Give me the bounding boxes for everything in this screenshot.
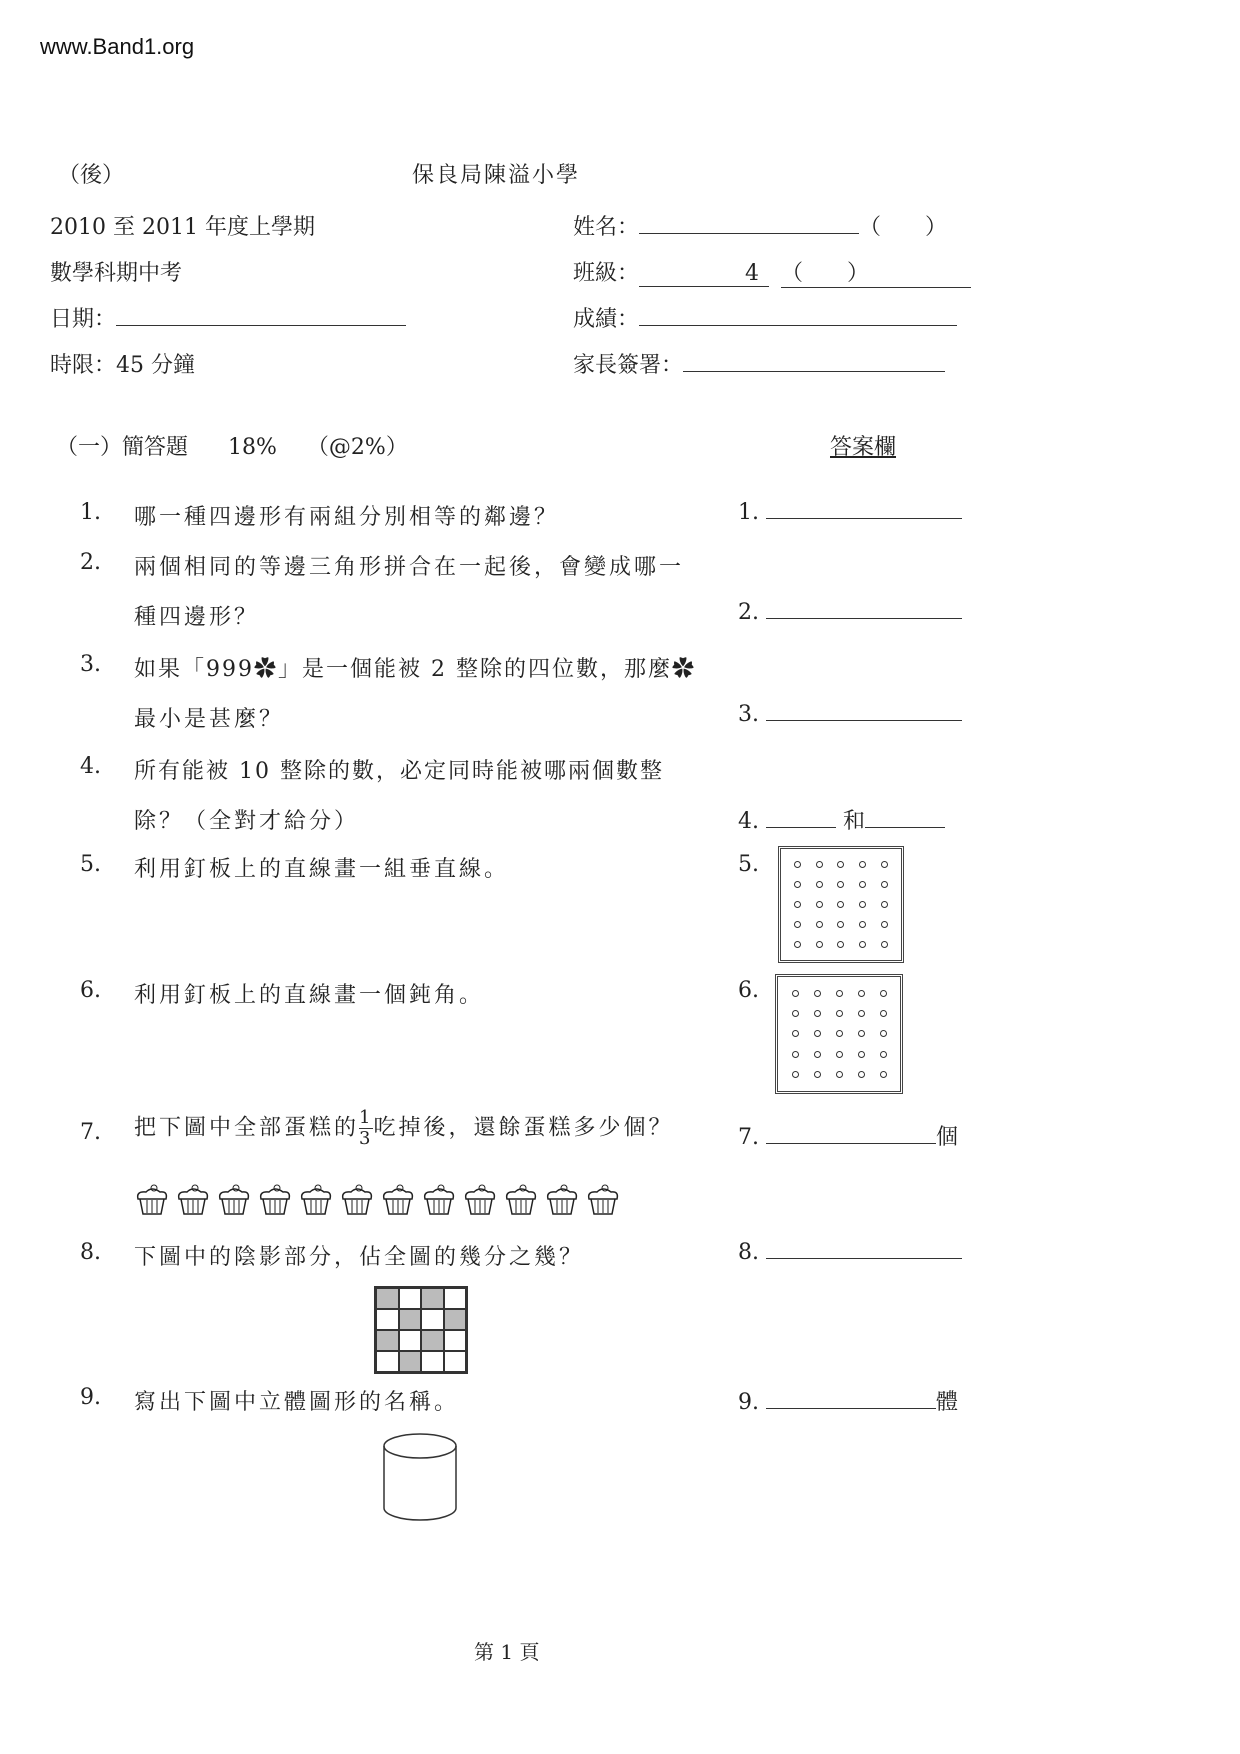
peg-dot[interactable] <box>859 861 866 868</box>
peg-dot[interactable] <box>880 990 887 997</box>
cupcake-icon <box>216 1183 252 1217</box>
peg-dot[interactable] <box>792 1010 799 1017</box>
grid-cell <box>376 1309 399 1330</box>
peg-dot[interactable] <box>792 1051 799 1058</box>
score-label: 成績： <box>573 307 640 332</box>
grid-cell <box>444 1351 467 1372</box>
grid-cell <box>399 1288 422 1309</box>
fraction <box>359 1108 373 1149</box>
class-paren: （ ） <box>781 256 971 288</box>
grid-cell <box>399 1330 422 1351</box>
answer-number: 9. <box>738 1390 759 1415</box>
section-title: （一）簡答題 <box>56 435 189 460</box>
cupcake-icon <box>380 1183 416 1217</box>
geoboard-6[interactable] <box>775 974 903 1094</box>
cylinder-figure <box>380 1432 460 1524</box>
answer-3[interactable] <box>738 702 962 727</box>
answer-4[interactable] <box>738 804 945 835</box>
answer-number: 6. <box>738 978 759 1003</box>
term: 2010 至 2011 年度上學期 <box>50 215 315 240</box>
cupcake-icon <box>339 1183 375 1217</box>
name-field <box>573 210 947 241</box>
numerator: 1 <box>359 1107 374 1128</box>
peg-dot[interactable] <box>792 1071 799 1078</box>
cupcake-icon <box>585 1183 621 1217</box>
time-limit: 時限：45 分鐘 <box>50 353 195 378</box>
question-text: 兩個相同的等邊三角形拼合在一起後，會變成哪一 <box>134 555 685 580</box>
question-text: 寫出下圖中立體圖形的名稱。 <box>134 1390 460 1415</box>
question-number: 7. <box>80 1120 101 1145</box>
peg-dot[interactable] <box>816 881 823 888</box>
grid-cell <box>444 1330 467 1351</box>
version-tag: （後） <box>58 163 125 188</box>
cupcake-icon <box>421 1183 457 1217</box>
peg-dot[interactable] <box>837 901 844 908</box>
site-url[interactable]: www.Band1.org <box>40 34 195 59</box>
answer-number: 2. <box>738 600 759 625</box>
peg-dot[interactable] <box>837 861 844 868</box>
peg-dot[interactable] <box>881 921 888 928</box>
denominator: 3 <box>359 1128 374 1149</box>
shaded-grid <box>374 1286 468 1374</box>
answer-column-title: 答案欄 <box>830 435 897 460</box>
peg-dot[interactable] <box>837 881 844 888</box>
shaded-cell <box>444 1309 467 1330</box>
question-text: 所有能被 10 整除的數，必定同時能被哪兩個數整 <box>134 759 664 784</box>
peg-dot[interactable] <box>816 861 823 868</box>
peg-dot[interactable] <box>816 921 823 928</box>
peg-dot[interactable] <box>816 901 823 908</box>
shaded-cell <box>421 1330 444 1351</box>
class-number-paren: （ ） <box>859 215 948 240</box>
question-number: 6. <box>80 978 101 1003</box>
score-field <box>573 302 957 333</box>
question-text: 如果「999✿」是一個能被 2 整除的四位數，那麼✿ <box>134 657 696 682</box>
peg-dot[interactable] <box>859 921 866 928</box>
peg-dot[interactable] <box>794 921 801 928</box>
unit-label: 個 <box>936 1125 959 1150</box>
section-header <box>56 430 408 461</box>
answer-number: 5. <box>738 852 759 877</box>
question-text <box>134 1108 673 1149</box>
class-value: 4 <box>639 261 769 287</box>
question-text: 最小是甚麼？ <box>134 707 285 732</box>
peg-dot[interactable] <box>858 1010 865 1017</box>
shaded-cell <box>376 1288 399 1309</box>
peg-dot[interactable] <box>794 861 801 868</box>
peg-dot[interactable] <box>859 881 866 888</box>
question-number: 5. <box>80 852 101 877</box>
question-text: 除？（全對才給分） <box>134 809 360 834</box>
peg-dot[interactable] <box>814 1030 821 1037</box>
question-number: 4. <box>80 754 101 779</box>
grid-cell <box>421 1351 444 1372</box>
peg-dot[interactable] <box>881 901 888 908</box>
school-name: 保良局陳溢小學 <box>412 163 581 188</box>
answer-2[interactable] <box>738 600 962 625</box>
question-text: 哪一種四邊形有兩組分別相等的鄰邊？ <box>134 505 560 530</box>
signature-field <box>573 348 945 379</box>
peg-dot[interactable] <box>858 1071 865 1078</box>
name-label: 姓名： <box>573 215 640 240</box>
page-number: 第 1 頁 <box>474 1640 540 1664</box>
peg-dot[interactable] <box>858 990 865 997</box>
peg-dot[interactable] <box>881 881 888 888</box>
peg-dot[interactable] <box>880 1051 887 1058</box>
question-number: 2. <box>80 550 101 575</box>
question-number: 3. <box>80 652 101 677</box>
answer-7[interactable] <box>738 1120 958 1151</box>
question-number: 1. <box>80 500 101 525</box>
cupcake-icon <box>134 1183 170 1217</box>
date-label: 日期： <box>50 307 117 332</box>
peg-dot[interactable] <box>880 1010 887 1017</box>
peg-dot[interactable] <box>836 990 843 997</box>
grid-cell <box>421 1309 444 1330</box>
question-text: 下圖中的陰影部分，佔全圖的幾分之幾？ <box>134 1245 585 1270</box>
peg-dot[interactable] <box>836 1010 843 1017</box>
grid-cell <box>444 1288 467 1309</box>
class-field <box>573 256 971 288</box>
answer-number: 1. <box>738 500 759 525</box>
peg-dot[interactable] <box>858 1051 865 1058</box>
answer-number: 8. <box>738 1240 759 1265</box>
cupcake-icon <box>503 1183 539 1217</box>
cupcake-icon <box>175 1183 211 1217</box>
answer-1[interactable] <box>738 500 962 525</box>
geoboard-5[interactable] <box>778 846 904 963</box>
cupcake-icon <box>257 1183 293 1217</box>
shaded-cell <box>421 1288 444 1309</box>
question-number: 8. <box>80 1240 101 1265</box>
peg-dot[interactable] <box>881 941 888 948</box>
and-label: 和 <box>843 809 866 834</box>
answer-8[interactable] <box>738 1240 962 1265</box>
signature-label: 家長簽署： <box>573 353 684 378</box>
peg-dot[interactable] <box>814 1071 821 1078</box>
exam-title: 數學科期中考 <box>50 261 183 286</box>
question-number: 9. <box>80 1385 101 1410</box>
question-text-pre: 把下圖中全部蛋糕的 <box>134 1115 360 1141</box>
peg-dot[interactable] <box>794 941 801 948</box>
peg-dot[interactable] <box>792 990 799 997</box>
question-text: 種四邊形？ <box>134 605 260 630</box>
answer-number: 7. <box>738 1125 759 1150</box>
peg-dot[interactable] <box>837 941 844 948</box>
peg-dot[interactable] <box>794 901 801 908</box>
answer-number: 4. <box>738 809 759 834</box>
peg-dot[interactable] <box>816 941 823 948</box>
peg-dot[interactable] <box>836 1051 843 1058</box>
cupcake-icon <box>544 1183 580 1217</box>
peg-dot[interactable] <box>792 1030 799 1037</box>
peg-dot[interactable] <box>881 861 888 868</box>
peg-dot[interactable] <box>836 1071 843 1078</box>
peg-dot[interactable] <box>858 1030 865 1037</box>
cupcake-icon <box>462 1183 498 1217</box>
question-text: 利用釘板上的直線畫一個鈍角。 <box>134 983 485 1008</box>
peg-dot[interactable] <box>814 990 821 997</box>
answer-number: 3. <box>738 702 759 727</box>
peg-dot[interactable] <box>880 1071 887 1078</box>
section-each: （@2%） <box>306 435 408 460</box>
section-percent: 18% <box>228 435 277 460</box>
grid-cell <box>376 1351 399 1372</box>
answer-9[interactable] <box>738 1385 958 1416</box>
shaded-cell <box>399 1351 422 1372</box>
question-text: 利用釘板上的直線畫一組垂直線。 <box>134 857 510 882</box>
peg-dot[interactable] <box>794 881 801 888</box>
cupcake-row <box>134 1183 621 1217</box>
shaded-cell <box>399 1309 422 1330</box>
peg-dot[interactable] <box>837 921 844 928</box>
unit-label: 體 <box>936 1390 959 1415</box>
peg-dot[interactable] <box>814 1010 821 1017</box>
cupcake-icon <box>298 1183 334 1217</box>
peg-dot[interactable] <box>859 901 866 908</box>
peg-dot[interactable] <box>859 941 866 948</box>
date-field <box>50 302 406 333</box>
peg-dot[interactable] <box>880 1030 887 1037</box>
peg-dot[interactable] <box>836 1030 843 1037</box>
peg-dot[interactable] <box>814 1051 821 1058</box>
shaded-cell <box>376 1330 399 1351</box>
question-text-post: 吃掉後，還餘蛋糕多少個？ <box>373 1115 674 1141</box>
class-label: 班級： <box>573 261 640 286</box>
